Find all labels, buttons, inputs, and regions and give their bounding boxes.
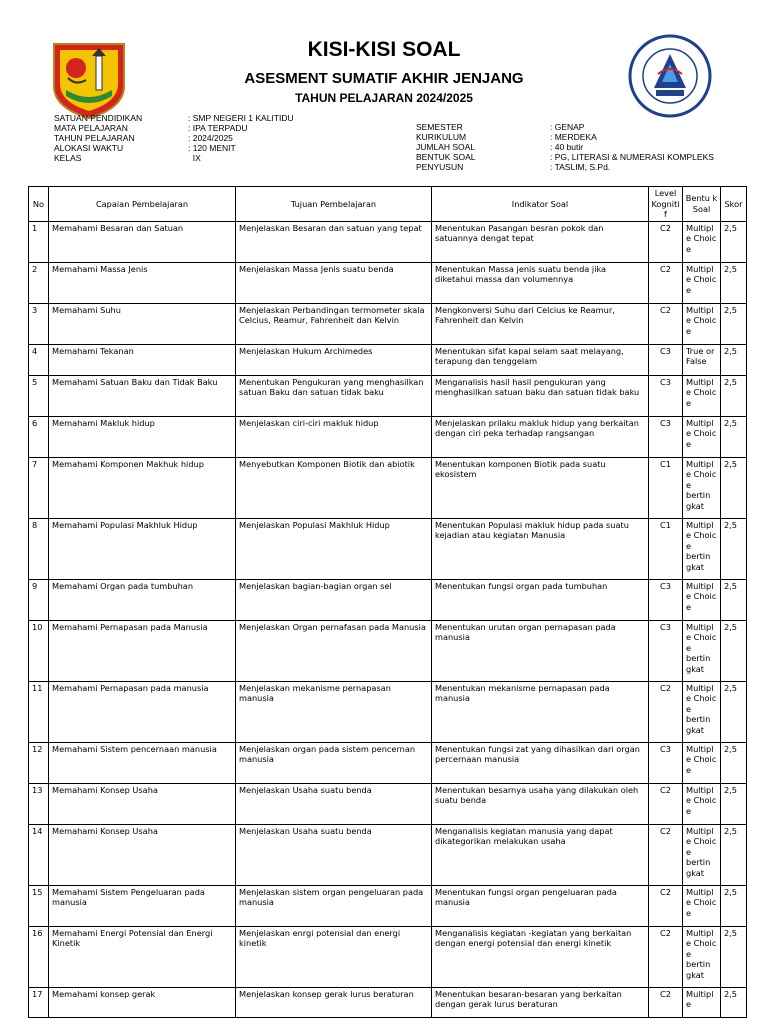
cell-bentuk: Multipl e (683, 987, 721, 1017)
cell-level: C3 (649, 742, 683, 783)
cell-bentuk: Multipl e Choic e (683, 885, 721, 926)
cell-tujuan: Menjelaskan Besaran dan satuan yang tepat (236, 221, 432, 262)
table-row (29, 885, 747, 926)
table-row (29, 987, 747, 1017)
info-row-school: SATUAN PENDIDIKAN : SMP NEGERI 1 KALITIDU (54, 113, 294, 123)
cell-indikator: Menganalisis kegiatan manusia yang dapat dikategorikan melakukan usaha (432, 824, 649, 885)
cell-indikator: Menentukan sifat kapal selam saat melayang, terapung dan tenggelam (432, 344, 649, 375)
cell-tujuan: Menjelaskan sistem organ pengeluaran pada manusia (236, 885, 432, 926)
cell-bentuk: Multipl e Choic e bertin gkat (683, 457, 721, 518)
cell-capaian: Memahami Tekanan (49, 344, 236, 375)
cell-tujuan: Menjelaskan bagian-bagian organ sel (236, 579, 432, 620)
cell-level: C2 (649, 262, 683, 303)
table-row (29, 518, 747, 579)
cell-level: C3 (649, 416, 683, 457)
cell-bentuk: Multipl e Choic e (683, 416, 721, 457)
table-row (29, 620, 747, 681)
cell-no: 1 (29, 221, 49, 262)
cell-tujuan: Menjelaskan konsep gerak lurus beraturan (236, 987, 432, 1017)
cell-skor: 2,5 (721, 375, 747, 416)
table-row (29, 416, 747, 457)
document-subtitle: ASESMENT SUMATIF AKHIR JENJANG (244, 70, 524, 87)
cell-bentuk: Multipl e Choic e (683, 221, 721, 262)
info-row-question-count: JUMLAH SOAL : 40 butir (416, 142, 584, 152)
cell-capaian: Memahami Sistem Pengeluaran pada manusia (49, 885, 236, 926)
table-row (29, 375, 747, 416)
cell-bentuk: Multipl e Choic e bertin gkat (683, 681, 721, 742)
cell-capaian: Memahami Konsep Usaha (49, 783, 236, 824)
cell-bentuk: Multipl e Choic e (683, 579, 721, 620)
table-row (29, 579, 747, 620)
cell-tujuan: Menjelaskan enrgi potensial dan energi kinetik (236, 926, 432, 987)
cell-bentuk: Multipl e Choic e bertin gkat (683, 620, 721, 681)
cell-tujuan: Menjelaskan Usaha suatu benda (236, 824, 432, 885)
cell-level: C3 (649, 375, 683, 416)
cell-capaian: Memahami Populasi Makhluk Hidup (49, 518, 236, 579)
info-right-block (416, 122, 714, 172)
cell-indikator: Menentukan Massa jenis suatu benda jika diketahui massa dan volumennya (432, 262, 649, 303)
table-row (29, 303, 747, 344)
cell-capaian: Memahami Konsep Usaha (49, 824, 236, 885)
cell-tujuan: Menjelaskan organ pada sistem pencernan manusia (236, 742, 432, 783)
cell-capaian: Memahami Massa Jenis (49, 262, 236, 303)
question-grid-table (28, 186, 747, 1018)
cell-bentuk: Multipl e Choic e (683, 303, 721, 344)
header-bentuk: Bentu k Soal (683, 187, 721, 222)
cell-no: 5 (29, 375, 49, 416)
cell-no: 11 (29, 681, 49, 742)
cell-level: C3 (649, 344, 683, 375)
cell-level: C2 (649, 221, 683, 262)
info-row-curriculum: KURIKULUM : MERDEKA (416, 132, 597, 142)
cell-indikator: Menjelaskan prilaku makluk hidup yang berkaitan dengan ciri peka terhadap rangsangan (432, 416, 649, 457)
header-capaian: Capaian Pembelajaran (49, 187, 236, 222)
info-row-author: PENYUSUN : TASLIM, S.Pd. (416, 162, 611, 172)
cell-tujuan: Menentukan Pengukuran yang menghasilkan satuan Baku dan satuan tidak baku (236, 375, 432, 416)
info-row-year: TAHUN PELAJARAN : 2024/2025 (54, 133, 233, 143)
cell-bentuk: Multipl e Choic e (683, 375, 721, 416)
cell-capaian: Memahami Organ pada tumbuhan (49, 579, 236, 620)
cell-level: C2 (649, 681, 683, 742)
cell-no: 17 (29, 987, 49, 1017)
cell-level: C2 (649, 987, 683, 1017)
cell-capaian: Memahami Satuan Baku dan Tidak Baku (49, 375, 236, 416)
info-row-class: KELAS IX (54, 153, 201, 163)
cell-skor: 2,5 (721, 262, 747, 303)
table-row (29, 783, 747, 824)
cell-skor: 2,5 (721, 416, 747, 457)
cell-capaian: Memahami Makluk hidup (49, 416, 236, 457)
cell-indikator: Menentukan fungsi organ pengeluaran pada manusia (432, 885, 649, 926)
cell-indikator: Menentukan besaran-besaran yang berkaitan dengan gerak lurus beraturan (432, 987, 649, 1017)
cell-tujuan: Menjelaskan Populasi Makhluk Hidup (236, 518, 432, 579)
info-row-semester: SEMESTER : GENAP (416, 122, 585, 132)
cell-bentuk: Multipl e Choic e bertin gkat (683, 824, 721, 885)
cell-no: 10 (29, 620, 49, 681)
cell-bentuk: True or False (683, 344, 721, 375)
header-skor: Skor (721, 187, 747, 222)
cell-indikator: Menentukan komponen Biotik pada suatu ekosistem (432, 457, 649, 518)
cell-no: 16 (29, 926, 49, 987)
header-level: Level Kogniti f (649, 187, 683, 222)
academic-year: TAHUN PELAJARAN 2024/2025 (295, 91, 473, 105)
cell-level: C2 (649, 303, 683, 344)
table-header-row (29, 187, 747, 222)
cell-tujuan: Menjelaskan Organ pernafasan pada Manusia (236, 620, 432, 681)
cell-level: C1 (649, 457, 683, 518)
cell-skor: 2,5 (721, 885, 747, 926)
cell-indikator: Menganalisis kegiatan -kegiatan yang berkaitan dengan energi potensial dan energi kinetik (432, 926, 649, 987)
table-row (29, 742, 747, 783)
cell-indikator: Menentukan Pasangan besran pokok dan satuannya dengat tepat (432, 221, 649, 262)
cell-indikator: Menentukan fungsi organ pada tumbuhan (432, 579, 649, 620)
cell-no: 13 (29, 783, 49, 824)
cell-skor: 2,5 (721, 344, 747, 375)
cell-skor: 2,5 (721, 221, 747, 262)
cell-skor: 2,5 (721, 987, 747, 1017)
cell-tujuan: Menjelaskan Usaha suatu benda (236, 783, 432, 824)
table-row (29, 824, 747, 885)
table-row (29, 457, 747, 518)
cell-no: 15 (29, 885, 49, 926)
cell-level: C2 (649, 926, 683, 987)
cell-level: C1 (649, 518, 683, 579)
cell-tujuan: Menjelaskan Perbandingan termometer skala Celcius, Reamur, Fahrenheit dan Kelvin (236, 303, 432, 344)
document-title: KISI-KISI SOAL (307, 38, 461, 61)
cell-indikator: Mengkonversi Suhu dari Celcius ke Reamur, Fahrenheit dan Kelvin (432, 303, 649, 344)
cell-indikator: Menentukan Populasi makluk hidup pada suatu kejadian atau kegiatan Manusia (432, 518, 649, 579)
cell-tujuan: Menjelaskan ciri-ciri makluk hidup (236, 416, 432, 457)
cell-level: C2 (649, 783, 683, 824)
table-row (29, 926, 747, 987)
header-no: No (29, 187, 49, 222)
cell-capaian: Memahami Sistem pencernaan manusia (49, 742, 236, 783)
cell-skor: 2,5 (721, 457, 747, 518)
cell-capaian: Memahami konsep gerak (49, 987, 236, 1017)
cell-bentuk: Multipl e Choic e bertin gkat (683, 926, 721, 987)
cell-tujuan: Menjelaskan Hukum Archimedes (236, 344, 432, 375)
cell-bentuk: Multipl e Choic e (683, 262, 721, 303)
info-row-question-form: BENTUK SOAL : PG, LITERASI & NUMERASI KOMPLEKS (416, 152, 714, 162)
cell-capaian: Memahami Besaran dan Satuan (49, 221, 236, 262)
cell-tujuan: Menyebutkan Komponen Biotik dan abiotik (236, 457, 432, 518)
cell-tujuan: Menjelaskan mekanisme pernapasan manusia (236, 681, 432, 742)
school-seal-logo (628, 34, 712, 118)
cell-no: 2 (29, 262, 49, 303)
cell-indikator: Menentukan besarnya usaha yang dilakukan oleh suatu benda (432, 783, 649, 824)
header-indikator: Indikator Soal (432, 187, 649, 222)
cell-capaian: Memahami Pernapasan pada Manusia (49, 620, 236, 681)
cell-indikator: Menganalisis hasil hasil pengukuran yang menghasilkan satuan baku dan satuan tidak baku (432, 375, 649, 416)
cell-bentuk: Multipl e Choic e (683, 783, 721, 824)
cell-bentuk: Multipl e Choic e (683, 742, 721, 783)
cell-capaian: Memahami Energi Potensial dan Energi Kinetik (49, 926, 236, 987)
cell-capaian: Memahami Komponen Makhuk hidup (49, 457, 236, 518)
cell-no: 12 (29, 742, 49, 783)
cell-no: 6 (29, 416, 49, 457)
cell-bentuk: Multipl e Choic e bertin gkat (683, 518, 721, 579)
cell-level: C2 (649, 824, 683, 885)
cell-level: C3 (649, 620, 683, 681)
cell-capaian: Memahami Pernapasan pada manusia (49, 681, 236, 742)
table-row (29, 221, 747, 262)
cell-skor: 2,5 (721, 783, 747, 824)
cell-level: C3 (649, 579, 683, 620)
cell-no: 8 (29, 518, 49, 579)
cell-no: 14 (29, 824, 49, 885)
cell-skor: 2,5 (721, 926, 747, 987)
cell-skor: 2,5 (721, 518, 747, 579)
table-row (29, 262, 747, 303)
info-row-subject: MATA PELAJARAN : IPA TERPADU (54, 123, 248, 133)
cell-skor: 2,5 (721, 579, 747, 620)
cell-skor: 2,5 (721, 681, 747, 742)
cell-capaian: Memahami Suhu (49, 303, 236, 344)
cell-skor: 2,5 (721, 303, 747, 344)
info-row-time: ALOKASI WAKTU : 120 MENIT (54, 143, 236, 153)
cell-indikator: Menentukan fungsi zat yang dihasilkan dari organ percernaan manusia (432, 742, 649, 783)
cell-skor: 2,5 (721, 620, 747, 681)
cell-no: 3 (29, 303, 49, 344)
table-row (29, 681, 747, 742)
cell-level: C2 (649, 885, 683, 926)
cell-no: 9 (29, 579, 49, 620)
info-left-block (54, 113, 294, 163)
cell-indikator: Menentukan urutan organ pernapasan pada manusia (432, 620, 649, 681)
cell-no: 7 (29, 457, 49, 518)
table-row (29, 344, 747, 375)
header-tujuan: Tujuan Pembelajaran (236, 187, 432, 222)
cell-indikator: Menentukan mekanisme pernapasan pada manusia (432, 681, 649, 742)
cell-skor: 2,5 (721, 824, 747, 885)
cell-tujuan: Menjelaskan Massa Jenis suatu benda (236, 262, 432, 303)
cell-no: 4 (29, 344, 49, 375)
cell-skor: 2,5 (721, 742, 747, 783)
